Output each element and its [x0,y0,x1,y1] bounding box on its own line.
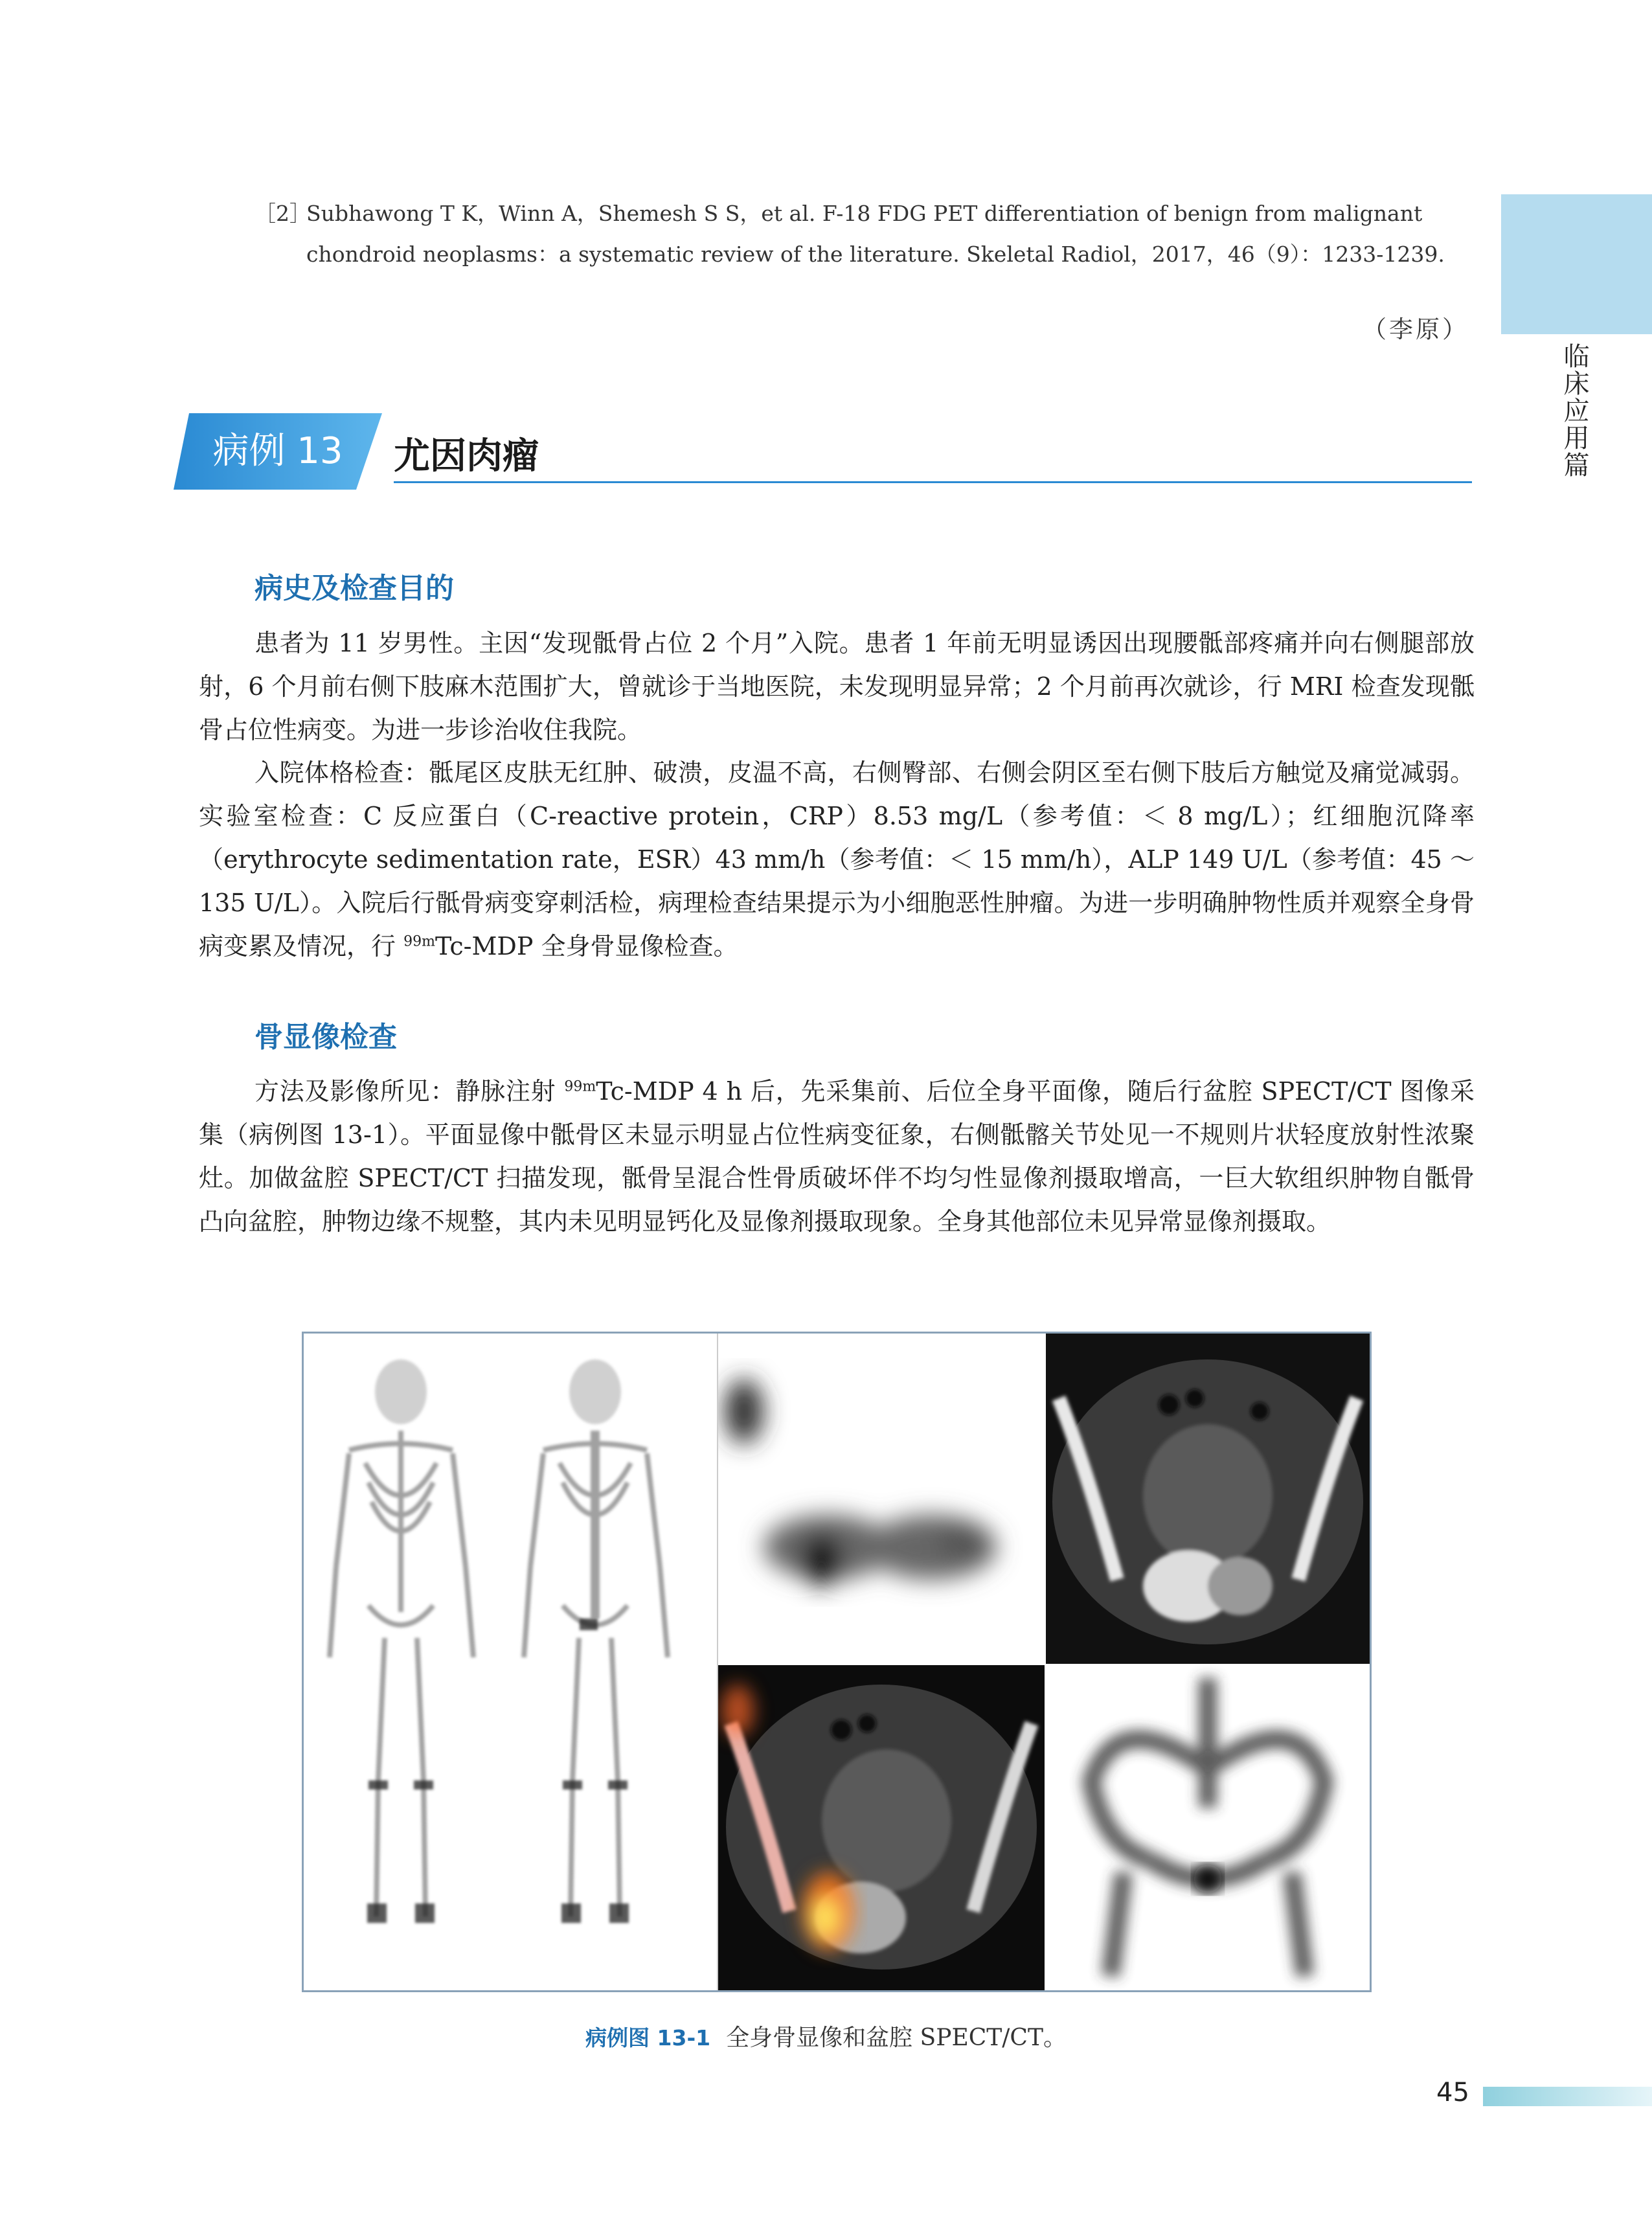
section-heading-bone-scan: 骨显像检查 [255,1021,397,1054]
chapter-tab-char: 篇 [1563,451,1590,481]
figure-13-1 [302,1332,1372,1992]
author-signature: （李原） [1363,315,1469,343]
chapter-tab-char: 临 [1563,342,1590,372]
history-paragraph-2: 入院体格检查：骶尾区皮肤无红肿、破溃，皮温不高，右侧臀部、右侧会阴区至右侧下肢后方触觉及痛觉减弱。实验室检查：C 反应蛋白（C-reactive protein，CRP）8.53 mg/L（参考值：＜ 8 mg/L）；红细胞沉降率（erythrocyte sedimentation rate，ESR）43 mm/h（参考值：＜ 15 mm/h），ALP 149 U/L（参考值：45 ～ 135 U/L）。入院后行骶骨病变穿刺活检，病理检查结果提示为小细胞恶性肿瘤。为进一步明确肿物性质并观察全身骨病变累及情况，行 $^{99m}$Tc-MDP 全身骨显像检查。 [199,758,1475,960]
whole-body-skeleton-drawing [304,1334,717,1990]
fused-spect-ct-image [718,1665,1045,1990]
chapter-tab-char: 床 [1563,369,1590,399]
chapter-tab-char: 应 [1563,396,1590,426]
page-number: 45 [1436,2078,1469,2107]
anterior-skeleton [330,1359,473,1916]
case-badge-label: 病例 13 [212,430,343,472]
spect-mip-drawing [1046,1665,1370,1990]
whole-body-bone-scan-image [304,1334,718,1990]
ct-pelvis-image [1046,1334,1370,1664]
ct-pelvis-drawing [1046,1334,1370,1664]
figure-caption-text: 全身骨显像和盆腔 SPECT/CT。 [726,2025,1067,2051]
page-number-bar [1483,2087,1652,2106]
bone-scan-paragraph-1: 方法及影像所见：静脉注射 $^{99m}$Tc-MDP 4 h 后，先采集前、后位全身平面像，随后行盆腔 SPECT/CT 图像采集（病例图 13-1）。平面显像中骶骨区未显示明显占位性病变征象，右侧骶髂关节处见一不规则片状轻度放射性浓聚灶。加做盆腔 SPECT/CT 扫描发现，骶骨呈混合性骨质破坏伴不均匀性显像剂摄取增高，一巨大软组织肿物自骶骨凸向盆腔，肿物边缘不规整，其内未见明显钙化及显像剂摄取现象。全身其他部位未见异常显像剂摄取。 [199,1077,1475,1236]
figure-caption-label: 病例图 13-1 [585,2025,711,2050]
spect-pelvis-image [718,1334,1045,1664]
fused-spect-ct-drawing [718,1665,1045,1990]
case-title-underline [394,481,1472,483]
spect-pelvis-drawing [718,1334,1045,1664]
chapter-tab-label [1501,343,1652,479]
history-paragraph-1: 患者为 11 岁男性。主因“发现骶骨占位 2 个月”入院。患者 1 年前无明显诱因出现腰骶部疼痛并向右侧腿部放射，6 个月前右侧下肢麻木范围扩大，曾就诊于当地医院，未发现明显异常；2 个月前再次就诊，行 MRI 检查发现骶骨占位性病变。为进一步诊治收住我院。 [199,629,1475,744]
case-title: 尤因肉瘤 [394,435,539,477]
figure-caption [0,2019,1652,2052]
reference-entry [255,193,1469,275]
reference-number: ［2］ [255,201,311,226]
spect-mip-image [1046,1665,1370,1990]
chapter-tab-char: 用 [1563,424,1590,453]
section-heading-history: 病史及检查目的 [255,572,454,605]
posterior-skeleton [524,1359,668,1916]
reference-text: Subhawong T K，Winn A，Shemesh S S，et al. F-18 FDG PET differentiation of benign from malignant chondroid neoplasms：a systematic review of the literature. Skeletal Radiol，2017，46（9）：1233-1239. [306,201,1445,267]
chapter-tab-bar [1501,194,1652,334]
